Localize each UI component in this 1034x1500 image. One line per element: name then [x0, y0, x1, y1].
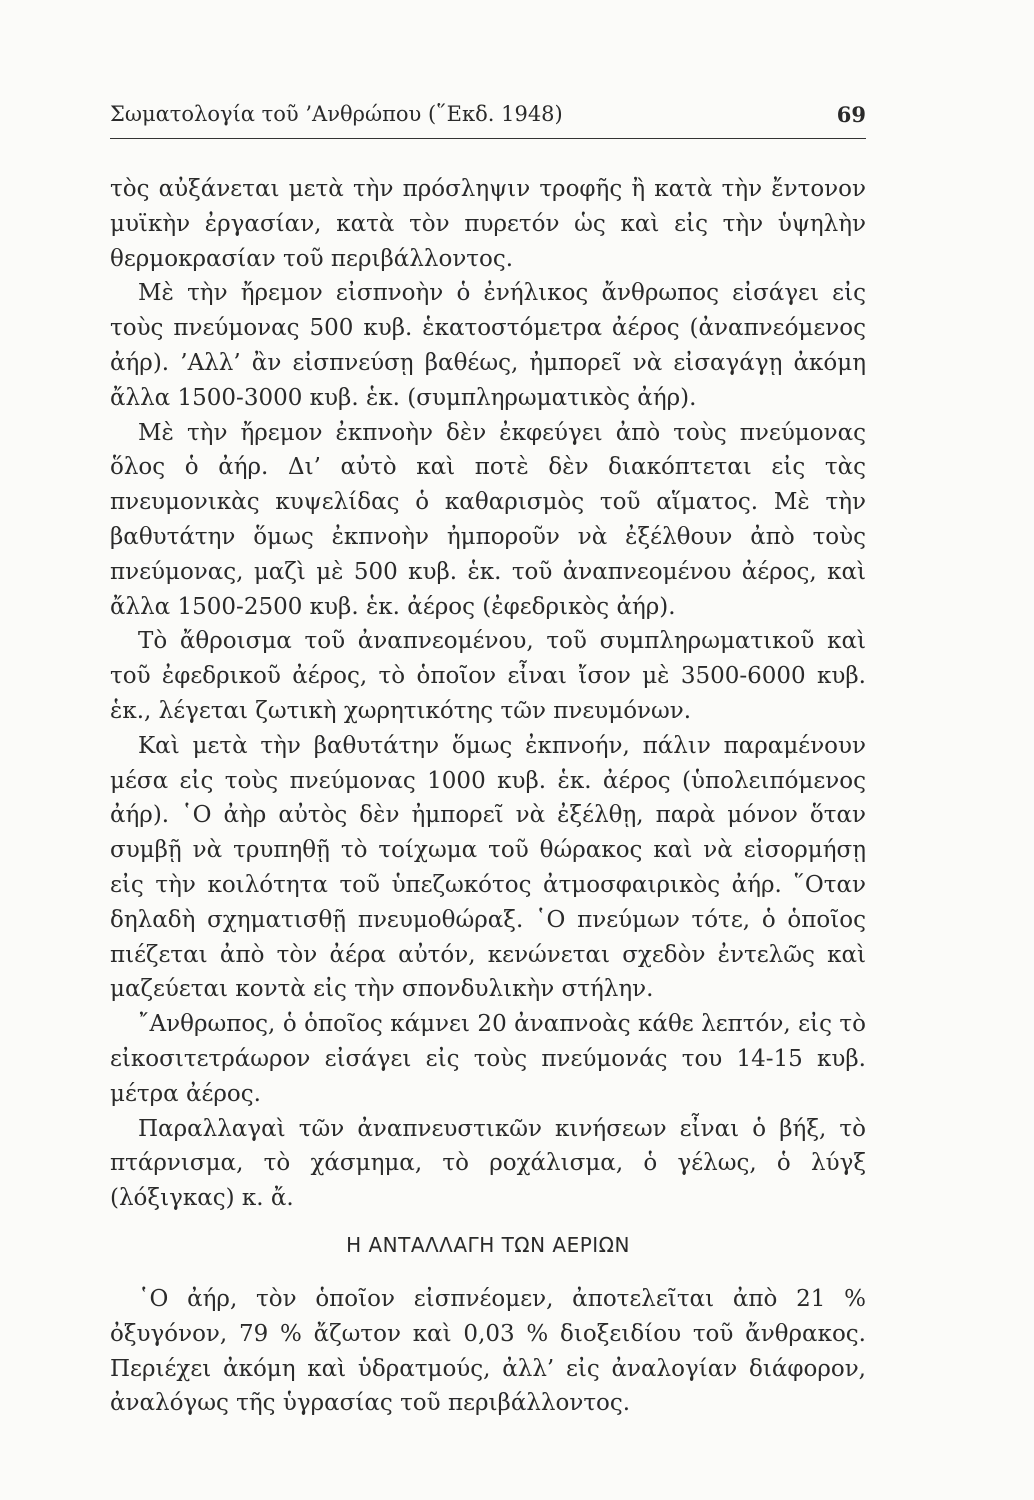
- paragraph-vital-capacity: Τὸ ἄθροισμα τοῦ ἀναπνεομένου, τοῦ συμπληρωματικοῦ καὶ τοῦ ἐφεδρικοῦ ἀέρος, τὸ ὁποῖον εἶναι ἴσον μὲ 3500-6000 κυβ. ἑκ., λέγεται ζωτικὴ χωρητικότης τῶν πνευμόνων.: [110, 628, 866, 724]
- page-body: [110, 172, 866, 1421]
- paragraph-air-composition: ῾Ο ἀήρ, τὸν ὁποῖον εἰσπνέομεν, ἀποτελεῖται ἀπὸ 21 % ὀξυγόνον, 79 % ἄζωτον καὶ 0,03 % διοξειδίου τοῦ ἄνθρακος. Περιέχει ἀκόμη καὶ ὑδρατμούς, ἀλλ’ εἰς ἀναλογίαν διάφορον, ἀναλόγως τῆς ὑγρασίας τοῦ περιβάλλοντος.: [110, 1285, 866, 1417]
- paragraph-variations: Παραλλαγαὶ τῶν ἀναπνευστικῶν κινήσεων εἶναι ὁ βήξ, τὸ πτάρνισμα, τὸ χάσμημα, τὸ ροχάλισμα, ὁ γέλως, ὁ λύγξ (λόξιγκας) κ. ἄ.: [110, 1115, 866, 1212]
- page-header: [110, 102, 866, 132]
- header-rule: [110, 138, 866, 139]
- paragraph-continuation: τὸς αὐξάνεται μετὰ τὴν πρόσληψιν τροφῆς ἢ κατὰ τὴν ἔντονον μυϊκὴν ἐργασίαν, κατὰ τὸν πυρετόν ὡς καὶ εἰς τὴν ὑψηλὴν θερμοκρασίαν τοῦ περιβάλλοντος.: [110, 176, 866, 272]
- paragraph-residual-air: Καὶ μετὰ τὴν βαθυτάτην ὅμως ἐκπνοήν, πάλιν παραμένουν μέσα εἰς τοὺς πνεύμονας 1000 κυβ. ἑκ. ἀέρος (ὑπολειπόμενος ἀήρ). ῾Ο ἀὴρ αὐτὸς δὲν ἠμπορεῖ νὰ ἐξέλθῃ, παρὰ μόνον ὅταν συμβῇ νὰ τρυπηθῇ τὸ τοίχωμα τοῦ θώρακος καὶ νὰ εἰσορμήσῃ εἰς τὴν κοιλότητα τοῦ ὑπεζωκότος ἀτμοσφαιρικὸς ἀήρ. ῞Οταν δηλαδὴ σχηματισθῇ πνευμοθώραξ. ῾Ο πνεύμων τότε, ὁ ὁποῖος πιέζεται ἀπὸ τὸν ἀέρα αὐτόν, κενώνεται σχεδὸν ἐντελῶς καὶ μαζεύεται κοντὰ εἰς τὴν σπονδυλικὴν στήλην.: [110, 732, 866, 1003]
- paragraph-daily-volume: ῎Ανθρωπος, ὁ ὁποῖος κάμνει 20 ἀναπνοὰς κάθε λεπτόν, εἰς τὸ εἰκοσιτετράωρον εἰσάγει εἰς τοὺς πνεύμονάς του 14-15 κυβ. μέτρα ἀέρος.: [110, 1011, 866, 1107]
- section-heading: Η ΑΝΤΑΛΛΑΓΗ ΤΩΝ ΑΕΡΙΩΝ: [346, 1232, 630, 1257]
- paragraph-inhalation: Μὲ τὴν ἤρεμον εἰσπνοὴν ὁ ἐνήλικος ἄνθρωπος εἰσάγει εἰς τοὺς πνεύμονας 500 κυβ. ἑκατοστόμετρα ἀέρος (ἀναπνεόμενος ἀήρ). ’Αλλ’ ἂν εἰσπνεύσῃ βαθέως, ἠμπορεῖ νὰ εἰσαγάγῃ ἀκόμη ἄλλα 1500-3000 κυβ. ἑκ. (συμπληρωματικὸς ἀήρ).: [110, 280, 866, 411]
- running-title: Σωματολογία τοῦ ’Ανθρώπου (῞Εκδ. 1948): [110, 102, 563, 126]
- paragraph-exhalation: Μὲ τὴν ἤρεμον ἐκπνοὴν δὲν ἐκφεύγει ἀπὸ τοὺς πνεύμονας ὅλος ὁ ἀήρ. Δι’ αὐτὸ καὶ ποτὲ δὲν διακόπτεται εἰς τὰς πνευμονικὰς κυψελίδας ὁ καθαρισμὸς τοῦ αἵματος. Μὲ τὴν βαθυτάτην ὅμως ἐκπνοὴν ἠμποροῦν νὰ ἐξέλθουν ἀπὸ τοὺς πνεύμονας, μαζὶ μὲ 500 κυβ. ἑκ. τοῦ ἀναπνεομένου ἀέρος, καὶ ἄλλα 1500-2500 κυβ. ἑκ. ἀέρος (ἐφεδρικὸς ἀήρ).: [110, 419, 866, 620]
- page-number: 69: [836, 102, 866, 127]
